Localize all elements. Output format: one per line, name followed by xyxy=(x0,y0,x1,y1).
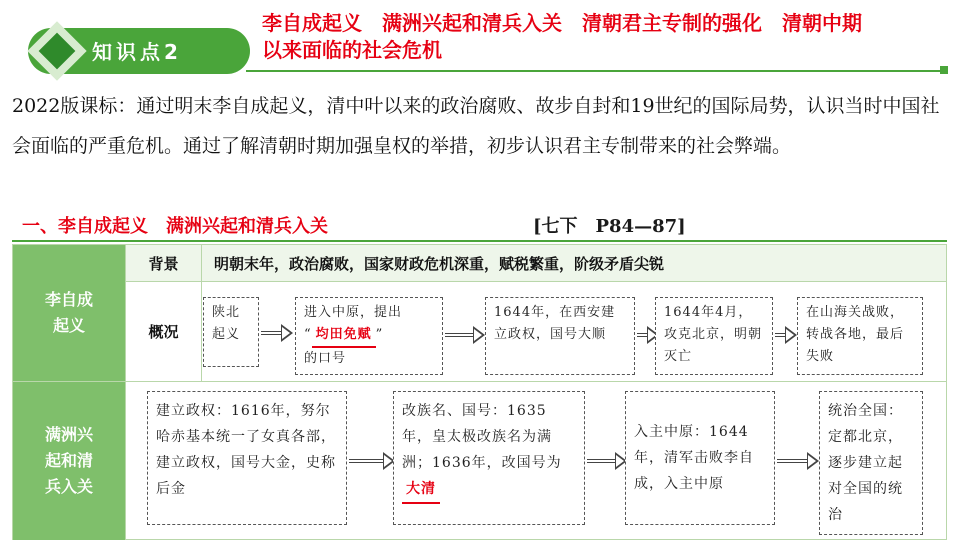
grid-line xyxy=(125,245,126,540)
header-divider-end xyxy=(940,66,948,74)
summary-table xyxy=(12,244,947,540)
overview-label: 概况 xyxy=(126,282,201,381)
slogan-highlight: 均田免赋 xyxy=(315,327,372,342)
quote-mark: ” xyxy=(375,327,384,342)
flow-box-beijing xyxy=(655,297,773,375)
flow-box-text: 进入中原，提出 xyxy=(304,305,403,320)
arrow-icon xyxy=(261,327,293,339)
row-head-label: 满洲兴起和清兵入关 xyxy=(44,425,93,496)
background-label: 背景 xyxy=(126,245,201,281)
flow-box-label: 建立政权： xyxy=(156,403,231,419)
flow-box-defeat xyxy=(797,297,923,375)
knowledge-point-label: 知识点2 xyxy=(92,40,182,64)
flow-box-text: 陕北起义 xyxy=(212,305,241,342)
header-divider xyxy=(246,70,946,72)
slogan-underline xyxy=(312,324,376,348)
flow-box-text: 1616年，努尔哈赤基本统一了女真各部，建立政权，国号大金，史称后金 xyxy=(156,403,336,497)
flow-box-dashun xyxy=(485,297,635,375)
arrow-icon xyxy=(587,455,627,467)
flow-box-label: 统治全国： xyxy=(828,403,903,419)
grid-line xyxy=(13,381,947,382)
page-title: 李自成起义 满洲兴起和清兵入关 清朝君主专制的强化 清朝中期以来面临的社会危机 xyxy=(262,11,862,62)
qing-underline xyxy=(402,476,440,504)
flow-box-text: 1644年，在西安建立政权，国号大顺 xyxy=(494,305,616,342)
row-head-label: 李自成起义 xyxy=(44,290,93,335)
arrow-icon xyxy=(349,455,395,467)
flow-box-shaanbei xyxy=(203,297,259,367)
flow-box-text: 定都北京，逐步建立起对全国的统治 xyxy=(828,429,903,523)
quote-mark: “ xyxy=(304,327,312,342)
grid-line xyxy=(201,245,202,381)
grid-line xyxy=(125,281,947,282)
qing-highlight: 大清 xyxy=(406,481,436,497)
textbook-reference: [七下 P84—87] xyxy=(533,216,686,237)
background-text: 明朝末年，政治腐败，国家财政危机深重，赋税繁重，阶级矛盾尖锐 xyxy=(202,245,946,281)
flow-box-later-jin xyxy=(147,391,347,525)
flow-box-qing xyxy=(393,391,585,525)
row-head-manchu xyxy=(13,382,125,540)
flow-box-content xyxy=(634,419,766,497)
flow-box-central-plains xyxy=(295,297,443,375)
flow-box-text: 1644年4月，攻克北京，明朝灭亡 xyxy=(664,305,763,364)
section-divider xyxy=(12,240,947,242)
flow-box-text: 1644年，清军击败李自成，入主中原 xyxy=(634,424,754,492)
arrow-icon xyxy=(775,329,797,341)
flow-box-text: 在山海关战败，转战各地，最后失败 xyxy=(806,305,905,364)
flow-box-text: 1635年，皇太极改族名为满洲；1636年，改国号为 xyxy=(402,403,562,471)
flow-box-enter-china xyxy=(625,391,775,525)
flow-box-text: 的口号 xyxy=(304,351,347,366)
section-title: 一、李自成起义 满洲兴起和清兵入关 xyxy=(22,216,328,237)
curriculum-standard-text: 2022版课标：通过明末李自成起义，清中叶以来的政治腐败、故步自封和19世纪的国际局势，认识当时中国社会面临的严重危机。通过了解清朝时期加强皇权的举措，初步认识君主专制带来的社会弊端。 xyxy=(12,95,940,157)
row-head-li-zicheng xyxy=(13,245,125,381)
flow-box-label: 入主中原： xyxy=(634,424,709,440)
flow-box-rule-country xyxy=(819,391,923,535)
arrow-icon xyxy=(777,455,819,467)
arrow-icon xyxy=(445,329,485,341)
flow-box-label: 改族名、国号： xyxy=(402,403,507,419)
